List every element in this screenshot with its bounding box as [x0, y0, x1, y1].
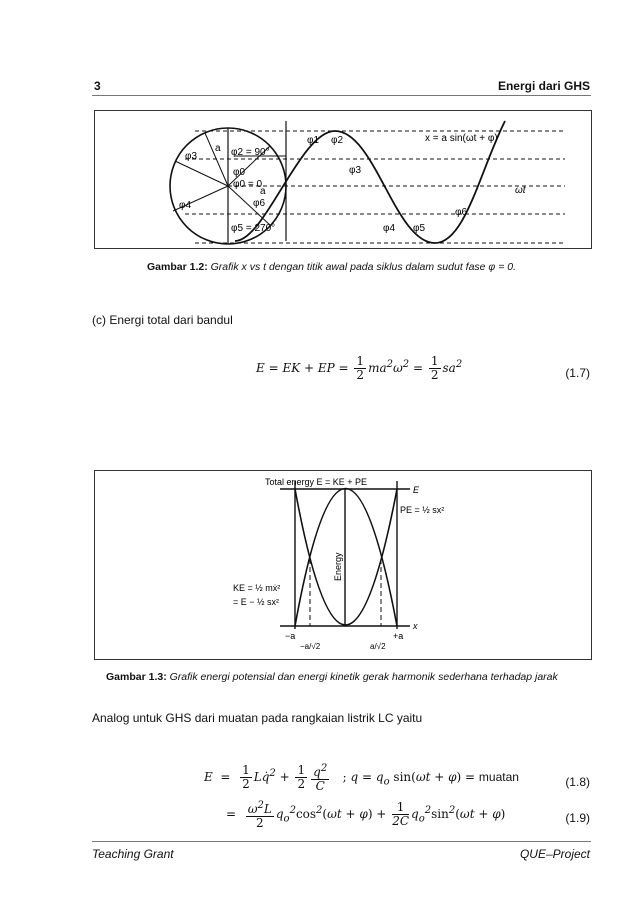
page-number: 3 [94, 79, 101, 93]
figure-energy-graph [94, 470, 592, 660]
ke-label-2: = E − ½ sx² [233, 597, 280, 607]
ke-label-1: KE = ½ mẋ² [233, 583, 281, 593]
phi4-label: φ4 [383, 223, 396, 234]
footer-right: QUE–Project [519, 847, 590, 861]
a-mid-label: a [260, 186, 266, 197]
energy-graph-svg [95, 471, 591, 659]
deg90-label: φ2 = 90° [231, 147, 270, 158]
phi6-label: φ6 [455, 207, 468, 218]
energy-axis-label: Energy [333, 552, 343, 581]
analog-text: Analog untuk GHS dari muatan pada rangkaian listrik LC yaitu [92, 711, 423, 725]
phi5-label: φ5 [413, 223, 426, 234]
phi6-circle-label: φ6 [253, 198, 266, 209]
footer-rule [92, 841, 591, 842]
sine-equation-label: x = a sin(ωt + φ) [425, 133, 498, 144]
figure2-caption-text: Grafik energi potensial dan energi kinetik gerak harmonik sederhana terhadap jarak [169, 671, 558, 683]
figure1-caption [147, 261, 516, 273]
figure1-caption-label: Gambar 1.2: [147, 261, 208, 273]
figure2-caption [106, 671, 558, 683]
figure2-caption-label: Gambar 1.3: [106, 671, 167, 683]
phi3-circle-label: φ3 [185, 151, 198, 162]
figure-phase-graph [94, 110, 592, 249]
omega-t-label: ωt [515, 185, 526, 196]
total-energy-label: Total energy E = KE + PE [265, 477, 368, 487]
phi2-label: φ2 [331, 135, 344, 146]
pos-a-label: +a [393, 631, 404, 641]
x-axis-label: x [413, 621, 418, 631]
phi1-label: φ1 [307, 135, 320, 146]
phi0-label: φ0 [233, 167, 246, 178]
equation-1-8-number: (1.8) [565, 775, 590, 789]
equation-1-9-number: (1.9) [565, 811, 590, 825]
section-c-label: (c) Energi total dari bandul [92, 313, 233, 327]
equation-1-7: E = EK + EP = $\frac{1}{2}$ $ma^2\omega^2$ = $\frac{1}{2}$ $sa^2$ [256, 354, 463, 382]
footer-left: Teaching Grant [92, 847, 174, 861]
section-title: Energi dari GHS [497, 79, 590, 93]
neg-a-label: −a [285, 631, 296, 641]
equation-1-9: = $\frac{\omega^2L}{2}$ $q_o^2\cos^2(\omega t + \varphi)$ + $\frac{1}{2C}$ $q_o^2\sin^2(\omega t + \varphi)$ [226, 800, 506, 830]
deg0-label: φ0 = 0 [233, 179, 263, 190]
equation-1-7-number: (1.7) [565, 366, 590, 380]
pos-root-label: a/√2 [370, 642, 386, 651]
phi3-label: φ3 [349, 165, 362, 176]
header-rule [92, 95, 591, 96]
pe-label: PE = ½ sx² [400, 505, 445, 515]
neg-root-label: −a/√2 [300, 642, 321, 651]
figure1-caption-text: Grafik x vs t dengan titik awal pada siklus dalam sudut fase φ = 0. [210, 261, 517, 273]
phase-graph-svg [95, 111, 591, 248]
deg270-label: φ5 = 270° [231, 223, 276, 234]
energy-E-label: E [413, 485, 420, 495]
equation-1-8: E = $\frac{1}{2}$ Lq̇$^2$ + $\frac{1}{2}$ $\frac{q^2}{C}$ ; $q = q_o$ sin(ωt + φ) = muatan [204, 763, 519, 793]
equation-1-8-word: muatan [478, 770, 519, 784]
phi4-circle-label: φ4 [179, 200, 192, 211]
a-top-label: a [215, 143, 221, 154]
